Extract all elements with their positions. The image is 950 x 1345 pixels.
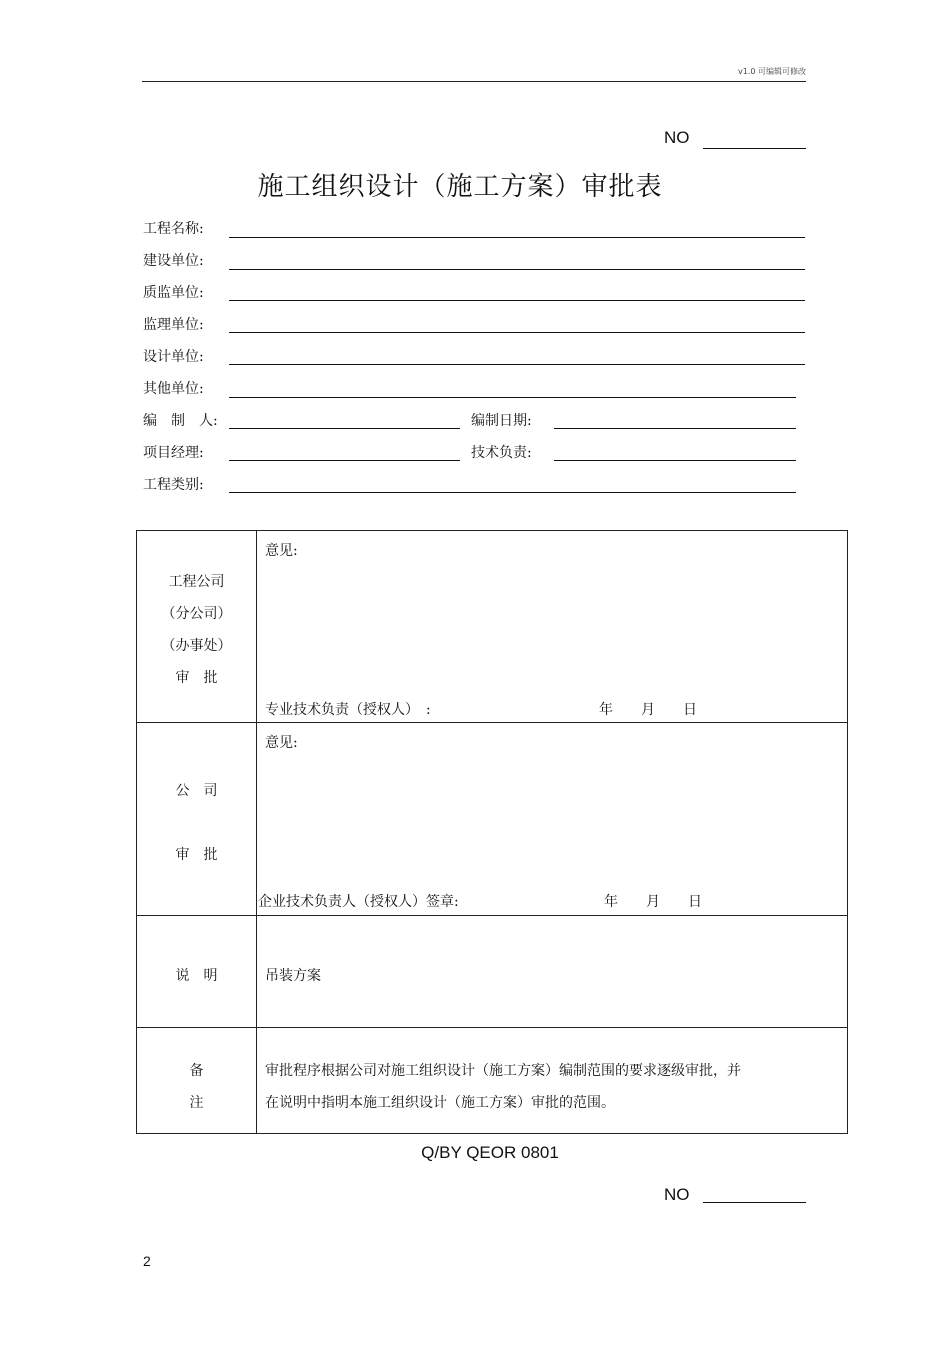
quality-unit-line [229,300,805,301]
document-code: Q/BY QEOR 0801 [421,1143,559,1162]
table-row [137,723,848,916]
form-title: 施工组织设计（施工方案）审批表 [257,172,663,202]
project-manager-line [229,460,460,461]
edit-date-label: 编制日期: [471,413,532,429]
label-line: 注 [189,1095,204,1111]
page-number: 2 [143,1253,151,1269]
design-unit-line [229,364,805,365]
table-row [137,1028,848,1134]
engineering-company-label-cell [137,531,257,723]
edit-date-line [554,428,796,429]
label-line: （办事处） [161,638,232,654]
signer-label: 专业技术负责（授权人） : [265,702,431,718]
tech-lead-line [554,460,796,461]
number-label-top: NO [664,128,690,147]
date-label: 年 月 日 [604,894,702,910]
company-opinion-cell [257,723,848,916]
engineering-company-opinion-cell [257,531,848,723]
label-line: 工程公司 [168,574,225,590]
label-line: 审 批 [175,847,218,863]
project-name-label: 工程名称: [143,221,204,237]
project-manager-label: 项目经理: [143,445,204,461]
label-line: 审 批 [175,670,218,686]
number-line-top [703,148,806,149]
company-label-cell [137,723,257,916]
remarks-text-line: 在说明中指明本施工组织设计（施工方案）审批的范围。 [265,1095,615,1111]
quality-unit-label: 质监单位: [143,285,204,301]
description-text: 吊装方案 [265,968,321,984]
supervision-unit-label: 监理单位: [143,317,204,333]
construction-unit-label: 建设单位: [143,253,204,269]
project-name-line [229,237,805,238]
other-unit-line [229,397,796,398]
construction-unit-line [229,269,805,270]
tech-lead-label: 技术负责: [471,445,532,461]
header-rule [142,81,806,82]
editor-line [229,428,460,429]
table-row [137,916,848,1028]
approval-table [136,530,848,1134]
table-row [137,531,848,723]
project-category-label: 工程类别: [143,477,204,493]
number-label-bottom: NO [664,1185,690,1204]
description-content-cell [257,916,848,1028]
project-category-line [229,492,796,493]
supervision-unit-line [229,332,805,333]
number-line-bottom [703,1202,806,1203]
description-label: 说 明 [175,968,218,984]
other-unit-label: 其他单位: [143,381,204,397]
editor-label: 编 制 人: [143,413,218,429]
remarks-label-cell [137,1028,257,1134]
label-line: 公 司 [175,783,218,799]
opinion-label: 意见: [265,735,298,751]
version-note: v1.0 可编辑可修改 [738,67,806,76]
label-line: （分公司） [161,606,232,622]
description-label-cell [137,916,257,1028]
design-unit-label: 设计单位: [143,349,204,365]
date-label: 年 月 日 [599,702,697,718]
label-line: 备 [189,1063,204,1079]
opinion-label: 意见: [265,543,298,559]
remarks-content-cell [257,1028,848,1134]
signer-label: 企业技术负责人（授权人）签章: [258,894,459,910]
remarks-text-line: 审批程序根据公司对施工组织设计（施工方案）编制范围的要求逐级审批，并 [265,1063,741,1079]
